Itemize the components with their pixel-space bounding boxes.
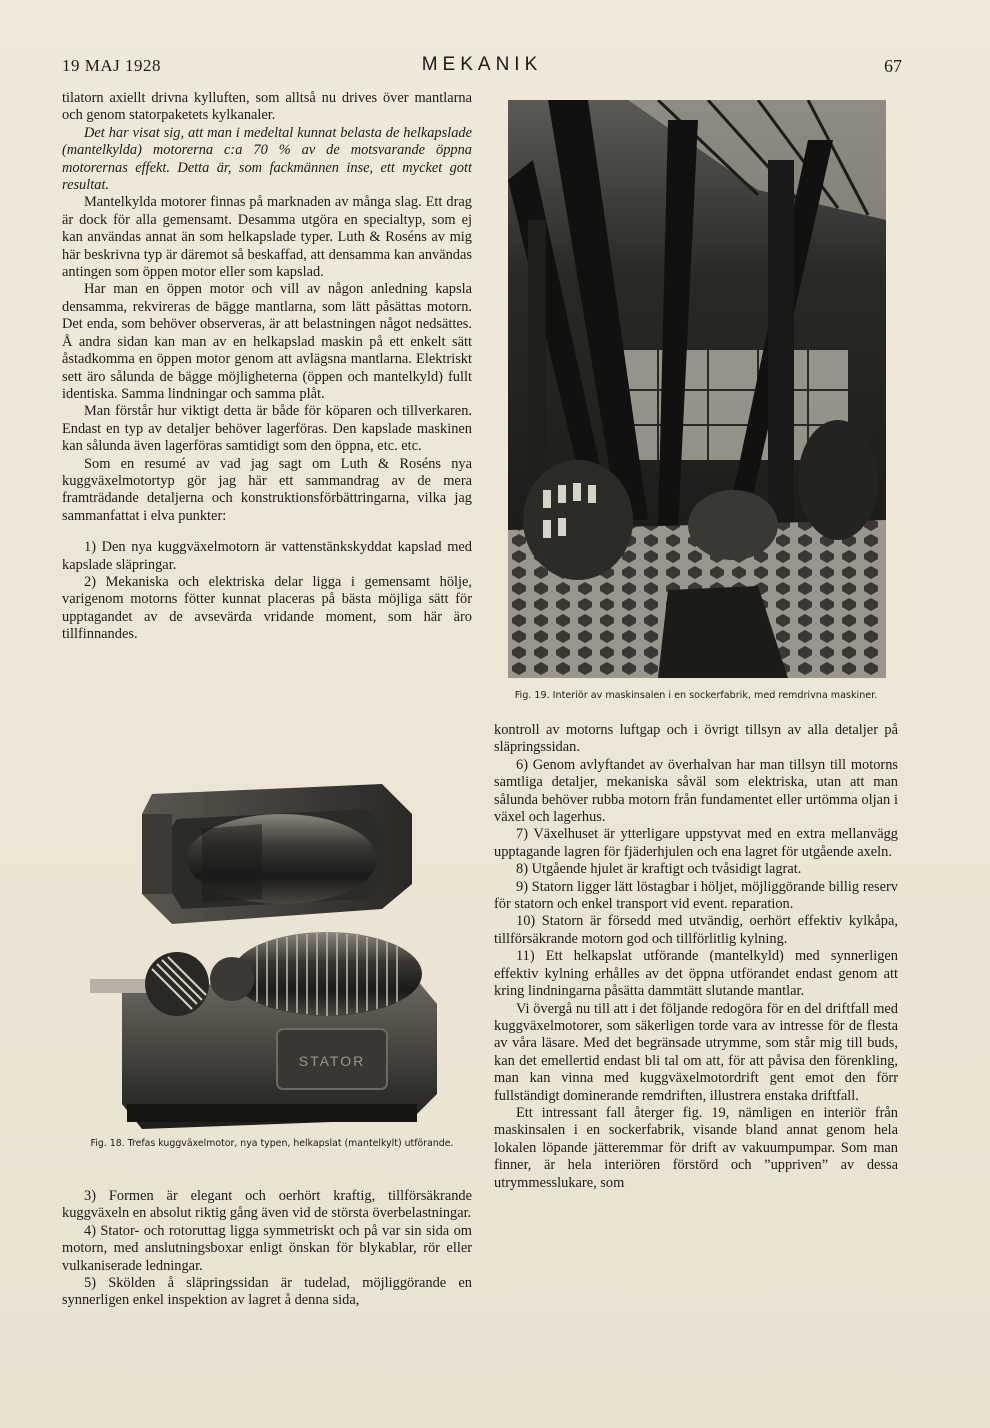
figure-18-caption: Fig. 18. Trefas kuggväxelmotor, nya typen, helkapslat (mantelkylt) utförande. <box>90 1138 454 1149</box>
list-item: 9) Statorn ligger lätt löstagbar i höljet, möjliggörande billig reserv för statorn och enkel transport vid event. reparation. <box>494 878 898 913</box>
list-item: 7) Växelhuset är ytterligare uppstyvat med en extra mellanvägg upptagande lagren för fjäderhjulen och ena lagret för utgående axeln. <box>494 826 898 860</box>
paragraph-italic-note: Det har visat sig, att man i medeltal kunnat belasta de helkapslade (mantelkylda) motorerna c:a 70 % av de motsvarande öppna motorernas effekt. Detta är, som fackmännen inse, ett mycket gott resultat. <box>62 124 472 194</box>
list-item: 8) Utgående hjulet är kraftigt och tvåsidigt lagrat. <box>516 861 802 878</box>
paragraph: Man förstår hur viktigt detta är både för köparen och tillverkaren. Endast en typ av detaljer behöver lagerföras. Den kapslade maskinen kan sålunda även lagerföras samtidigt som den öppna, etc. etc. <box>62 403 472 455</box>
list-item: 6) Genom avlyftandet av överhalvan har man tillsyn till motorns samtliga detaljer, mekaniska såväl som elektriska, utan att man sålunda behöver rubba motorn från fundamentet eller urtömma oljan i växel och lagerhus. <box>494 756 898 826</box>
list-item: 10) Statorn är försedd med utvändig, oerhört effektiv kylkåpa, tillförsäkrande motorn god och tillförlitlig kylning. <box>494 913 898 947</box>
stator-label: STATOR <box>298 1053 366 1069</box>
left-column <box>62 90 472 644</box>
paragraph: tilatorn axiellt drivna kylluften, som alltså nu drives över mantlarna och genom statorpaketets kylkanaler. <box>62 90 472 124</box>
list-item: 4) Stator- och rotoruttag ligga symmetriskt och på var sin sida om motorn, med anslutningsboxar enligt önskan för blykablar, rör eller vulkaniserade ledningar. <box>62 1222 472 1274</box>
paragraph: Vi övergå nu till att i det följande redogöra för en del driftfall med kuggväxelmotorer, som säkerligen torde vara av intresse för de flesta av våra läsare. Med det begränsade utrymme, som står mig till buds, kan det emellertid endast bli tal om att, för att påvisa den förenkling, man kan vinna med kuggväxelmotordrift gent emot den förr fullständigt dominerande remdriften, illustrera enstaka driftfall. <box>494 1000 898 1104</box>
figure-19-photo <box>508 100 886 678</box>
list-item: 2) Mekaniska och elektriska delar ligga i gemensamt hölje, varigenom motorns fötter kunnat placeras på bästa möjliga sätt för upptagandet av de avsevärda vridande moment, som här äro tillfinnandes. <box>62 573 472 643</box>
figure-18-motor <box>82 774 462 1134</box>
list-item: 11) Ett helkapslat utförande (mantelkyld) med synnerligen effektiv kylning erhålles av det öppna utförandet endast genom att kring lindningarna påsätta dammtätt slutande mantlar. <box>494 948 898 1000</box>
left-column-bottom <box>62 1188 472 1310</box>
list-item: 1) Den nya kuggväxelmotorn är vattenstänkskyddat kapslad med kapslade släpringar. <box>62 539 472 573</box>
right-column <box>494 722 898 1192</box>
paragraph: Har man en öppen motor och vill av någon anledning kapsla densamma, rekvireras de bägge mantlarna, som lätt påsättas motorn. Det enda, som behöver observeras, är att belastningen något nedsättes. Å andra sidan kan man av en helkapslad maskin på ett enkelt sätt åstadkomma en öppen motor genom att avlägsna mantlarna. Elektriskt sett äro sålunda de bägge möjligheterna (öppen och mantelkyld) fullt identiska. Samma lindningar och samma plåt. <box>62 281 472 402</box>
paragraph: kontroll av motorns luftgap och i övrigt tillsyn av alla detaljer på släpringssidan. <box>494 722 898 756</box>
motor-illustration <box>82 774 462 1134</box>
figure-19-caption: Fig. 19. Interiör av maskinsalen i en sockerfabrik, med remdrivna maskiner. <box>514 690 878 701</box>
factory-interior-photo <box>508 100 886 678</box>
running-header <box>62 52 902 80</box>
paragraph: Ett intressant fall återger fig. 19, nämligen en interiör från maskinsalen i en sockerfabrik, visande bland annat genom hela lokalen löpande jätteremmar för drift av vakuumpumpar. Som man finner, är hela interiören förstörd och ”uppriven” av dessa utrymmesslukare, som <box>494 1104 898 1191</box>
list-item: 3) Formen är elegant och oerhört kraftig, tillförsäkrande kuggväxeln en absolut riktig gång även vid de största överbelastningar. <box>62 1188 472 1222</box>
paragraph: Som en resumé av vad jag sagt om Luth & Roséns nya kuggväxelmotortyp gör jag här ett sammandrag av de mera framträdande detaljerna och konstruktionsförbättringarna, vilka jag sammanfattat i elva punkter: <box>62 455 472 524</box>
header-date: 19 MAJ 1928 <box>62 56 162 75</box>
page-number: 67 <box>884 56 902 76</box>
list-item: 5) Skölden å släpringssidan är tudelad, möjliggörande en synnerligen enkel inspektion av lagret å denna sida, <box>62 1275 472 1309</box>
paragraph: Mantelkylda motorer finnas på marknaden av många slag. Ett drag är dock för alla gemensamt. Desamma utgöra en specialtyp, som ej kan användas annat än som helkapslade typer. Luth & Roséns av mig här beskrivna typ är däremot så beskaffad, att densamma kan användas antingen som öppen motor eller som kapslad. <box>62 194 472 281</box>
journal-title: MEKANIK <box>421 54 543 75</box>
